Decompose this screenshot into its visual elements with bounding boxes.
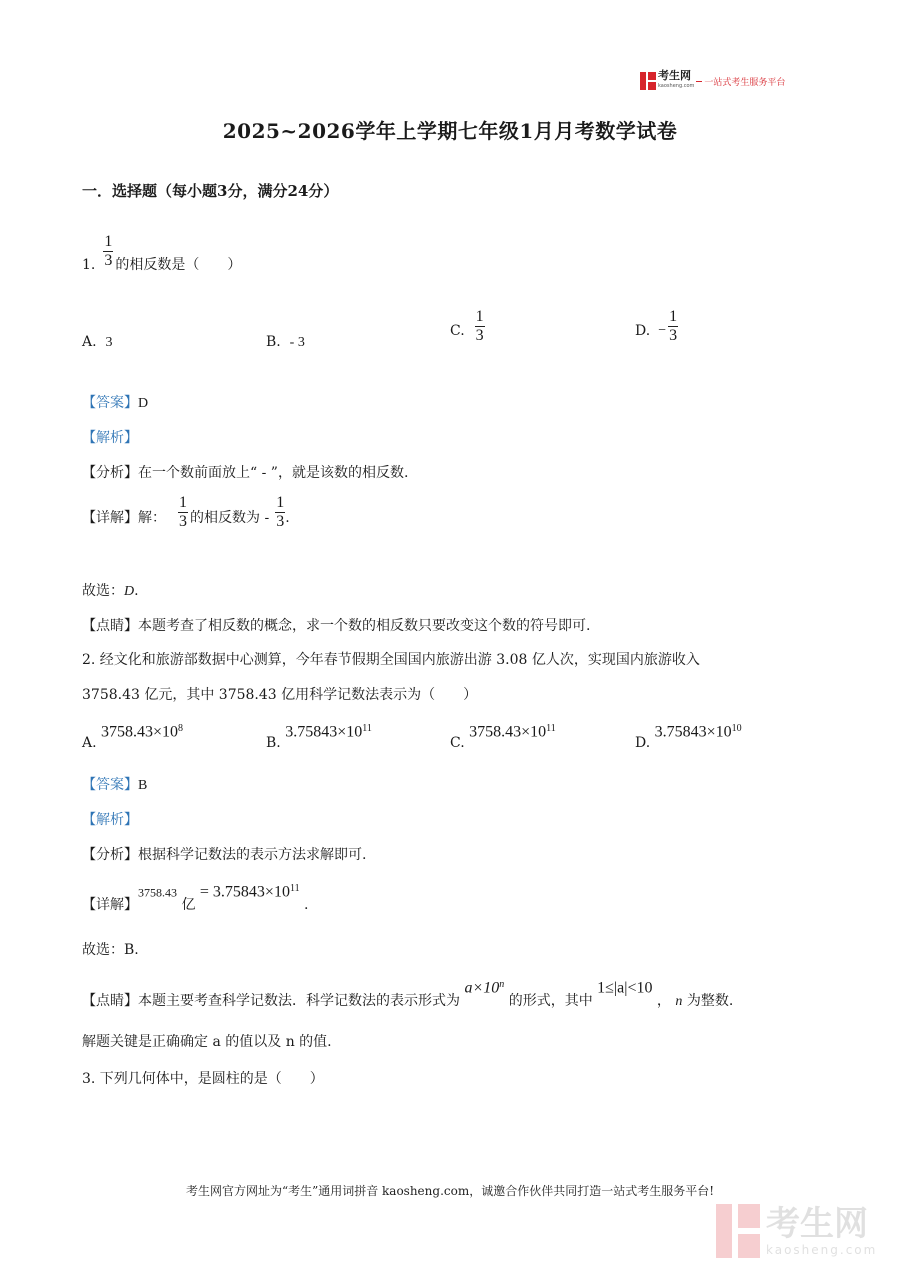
q2-analysis-tag: 【解析】 (82, 812, 138, 828)
logo-name: 考生网 (658, 69, 691, 82)
watermark-name: 考生网 (766, 1204, 868, 1244)
q2-point-line2: 解题关键是正确确定 a 的值以及 n 的值. (82, 1034, 332, 1050)
page-title: 2025~2026学年上学期七年级1月月考数学试卷 (222, 119, 678, 143)
q1-analysis-tag: 【解析】 (82, 430, 138, 446)
q2-option-c: C. $3758.43\times 10^{11}$ (450, 723, 556, 751)
q1-point: 【点睛】本题考查了相反数的概念，求一个数的相反数只要改变这个数的符号即可. (82, 618, 591, 634)
q3-stem: 3. 下列几何体中，是圆柱的是（ ） (82, 1071, 324, 1087)
footer-text: 考生网官方网址为“考生”通用词拼音 kaosheng.com，诚邀合作伙伴共同打造一站式考生服务平台! (185, 1184, 715, 1198)
q1-option-b: B. - 3 (266, 334, 305, 350)
q1-fraction: $\frac{1}{3}$ (104, 232, 113, 269)
q2-line1: 2. 经文化和旅游部数据中心测算，今年春节假期全国国内旅游出游 3.08 亿人次，实现国内旅游收入 (82, 652, 700, 668)
q1-fenxi: 【分析】在一个数前面放上“ - ”，就是该数的相反数. (82, 465, 409, 481)
q1-choose: 故选：D. (82, 583, 139, 599)
q1-answer: 【答案】D (82, 395, 149, 411)
header-logo (640, 70, 785, 92)
q1-option-c: C. $\frac{1}{3}$ (450, 308, 484, 344)
q2-fenxi: 【分析】根据科学记数法的表示方法求解即可. (82, 847, 367, 863)
q2-line2: 3758.43 亿元，其中 3758.43 亿用科学记数法表示为（ ） (82, 687, 478, 703)
q1-option-d: D. − $\frac{1}{3}$ (635, 308, 678, 344)
watermark-sub: kaosheng.com (766, 1243, 878, 1257)
q2-point: 【点睛】本题主要考查科学记数法．科学记数法的表示形式为 $a\times 10^n$ 的形式，其中 1≤|a|<10 ， n 为整数. (82, 979, 734, 1009)
q2-option-d: D. $3.75843\times 10^{10}$ (635, 723, 742, 751)
q1-number: 1. (82, 257, 96, 273)
section-heading: 一．选择题（每小题3分，满分24分） (82, 182, 339, 200)
q1-stem (82, 228, 241, 274)
q2-option-a: A. $3758.43\times 10^8$ (82, 723, 184, 751)
q2-answer: 【答案】B (82, 777, 148, 793)
logo-sub: kaosheng.com (658, 83, 695, 89)
q2-detail: 【详解】3758.43 亿 = $3.75843\times 10^{11}$ . (82, 883, 309, 913)
q1-stem-text: 的相反数是（ ） (115, 257, 242, 273)
watermark (716, 1204, 877, 1258)
q1-option-a: A. 3 (82, 334, 113, 350)
kaosheng-logo-icon (640, 72, 656, 90)
logo-slogan: 一站式考生服务平台 (704, 77, 786, 88)
q2-option-b: B. $3.75843\times 10^{11}$ (266, 723, 372, 751)
logo-divider (696, 81, 702, 82)
q2-choose: 故选：B. (82, 942, 139, 958)
q1-detail: 【详解】 解： $\frac{1}{3}$ 的相反数为 - $\frac{1}{3}$ . (82, 494, 290, 530)
watermark-logo-icon (716, 1204, 760, 1258)
